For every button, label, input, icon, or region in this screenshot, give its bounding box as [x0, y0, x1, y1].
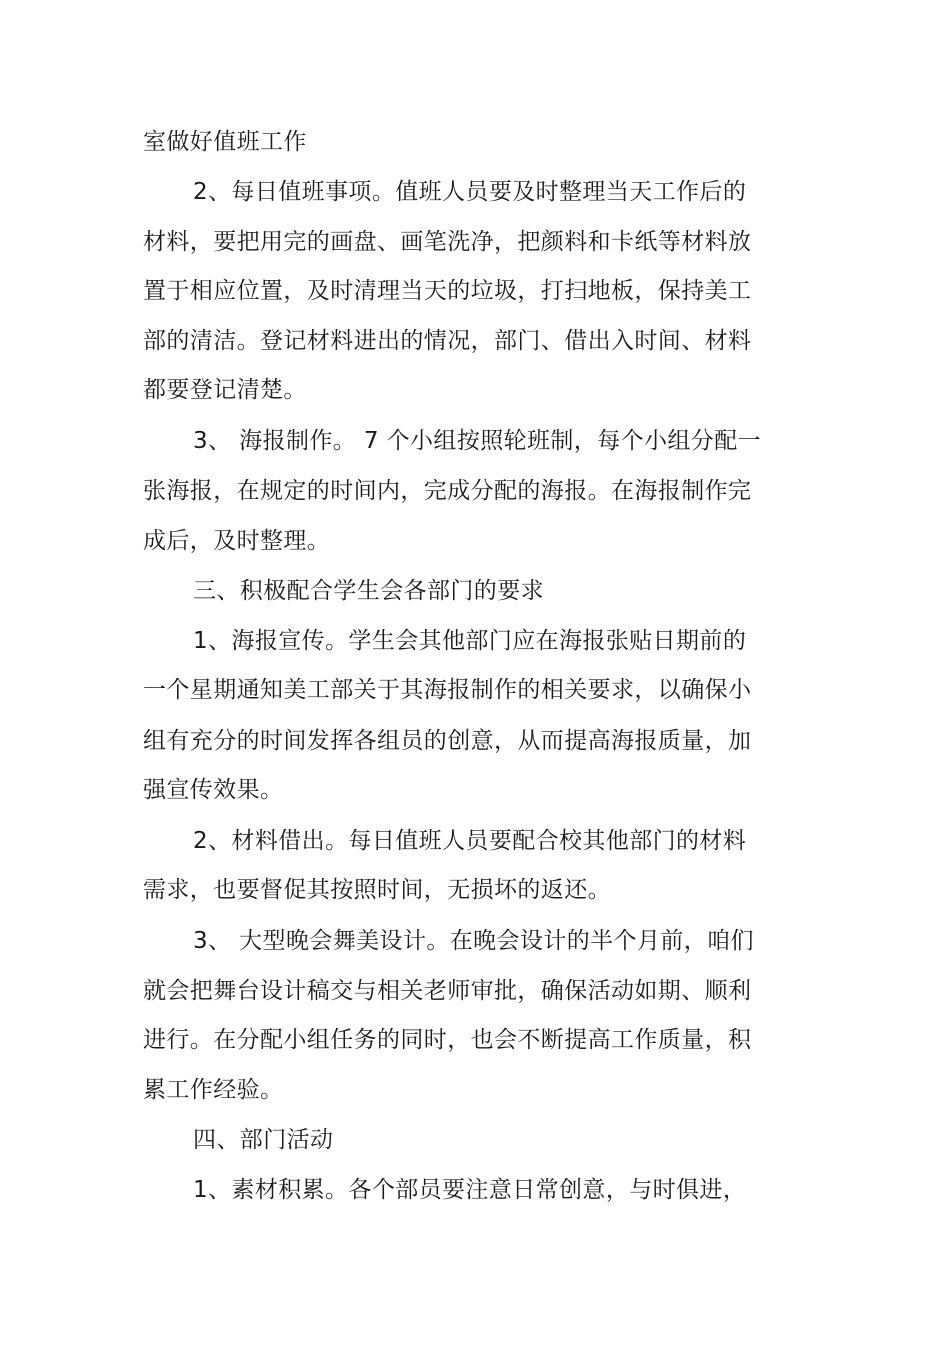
text-line: 室做好值班工作: [143, 129, 307, 155]
text-line: 3、 海报制作。 7 个小组按照轮班制，每个小组分配一: [193, 428, 761, 454]
text-line: 累工作经验。: [143, 1077, 284, 1103]
text-line: 强宣传效果。: [143, 777, 284, 803]
section-heading: 四、部门活动: [193, 1127, 334, 1153]
text-line: 张海报，在规定的时间内，完成分配的海报。在海报制作完: [143, 478, 752, 504]
text-line: 成后，及时整理。: [143, 528, 331, 554]
text-line: 2、每日值班事项。值班人员要及时整理当天工作后的: [193, 179, 747, 205]
text-line: 进行。在分配小组任务的同时，也会不断提高工作质量，积: [143, 1027, 752, 1053]
text-line: 都要登记清楚。: [143, 377, 307, 403]
text-line: 2、材料借出。每日值班人员要配合校其他部门的材料: [193, 828, 747, 854]
text-line: 一个星期通知美工部关于其海报制作的相关要求，以确保小: [143, 677, 752, 703]
text-line: 置于相应位置，及时清理当天的垃圾，打扫地板，保持美工: [143, 278, 752, 304]
text-line: 材料，要把用完的画盘、画笔洗净，把颜料和卡纸等材料放: [143, 229, 752, 255]
text-line: 1、素材积累。各个部员要注意日常创意，与时俱进，: [193, 1177, 747, 1203]
text-line: 组有充分的时间发挥各组员的创意，从而提高海报质量，加: [143, 728, 752, 754]
section-heading: 三、积极配合学生会各部门的要求: [193, 578, 544, 604]
text-line: 就会把舞台设计稿交与相关老师审批，确保活动如期、顺利: [143, 978, 752, 1004]
text-line: 需求，也要督促其按照时间，无损坏的返还。: [143, 877, 611, 903]
text-line: 1、海报宣传。学生会其他部门应在海报张贴日期前的: [193, 628, 747, 654]
text-line: 部的清洁。登记材料进出的情况，部门、借出入时间、材料: [143, 328, 752, 354]
text-line: 3、 大型晚会舞美设计。在晚会设计的半个月前，咱们: [193, 928, 754, 954]
